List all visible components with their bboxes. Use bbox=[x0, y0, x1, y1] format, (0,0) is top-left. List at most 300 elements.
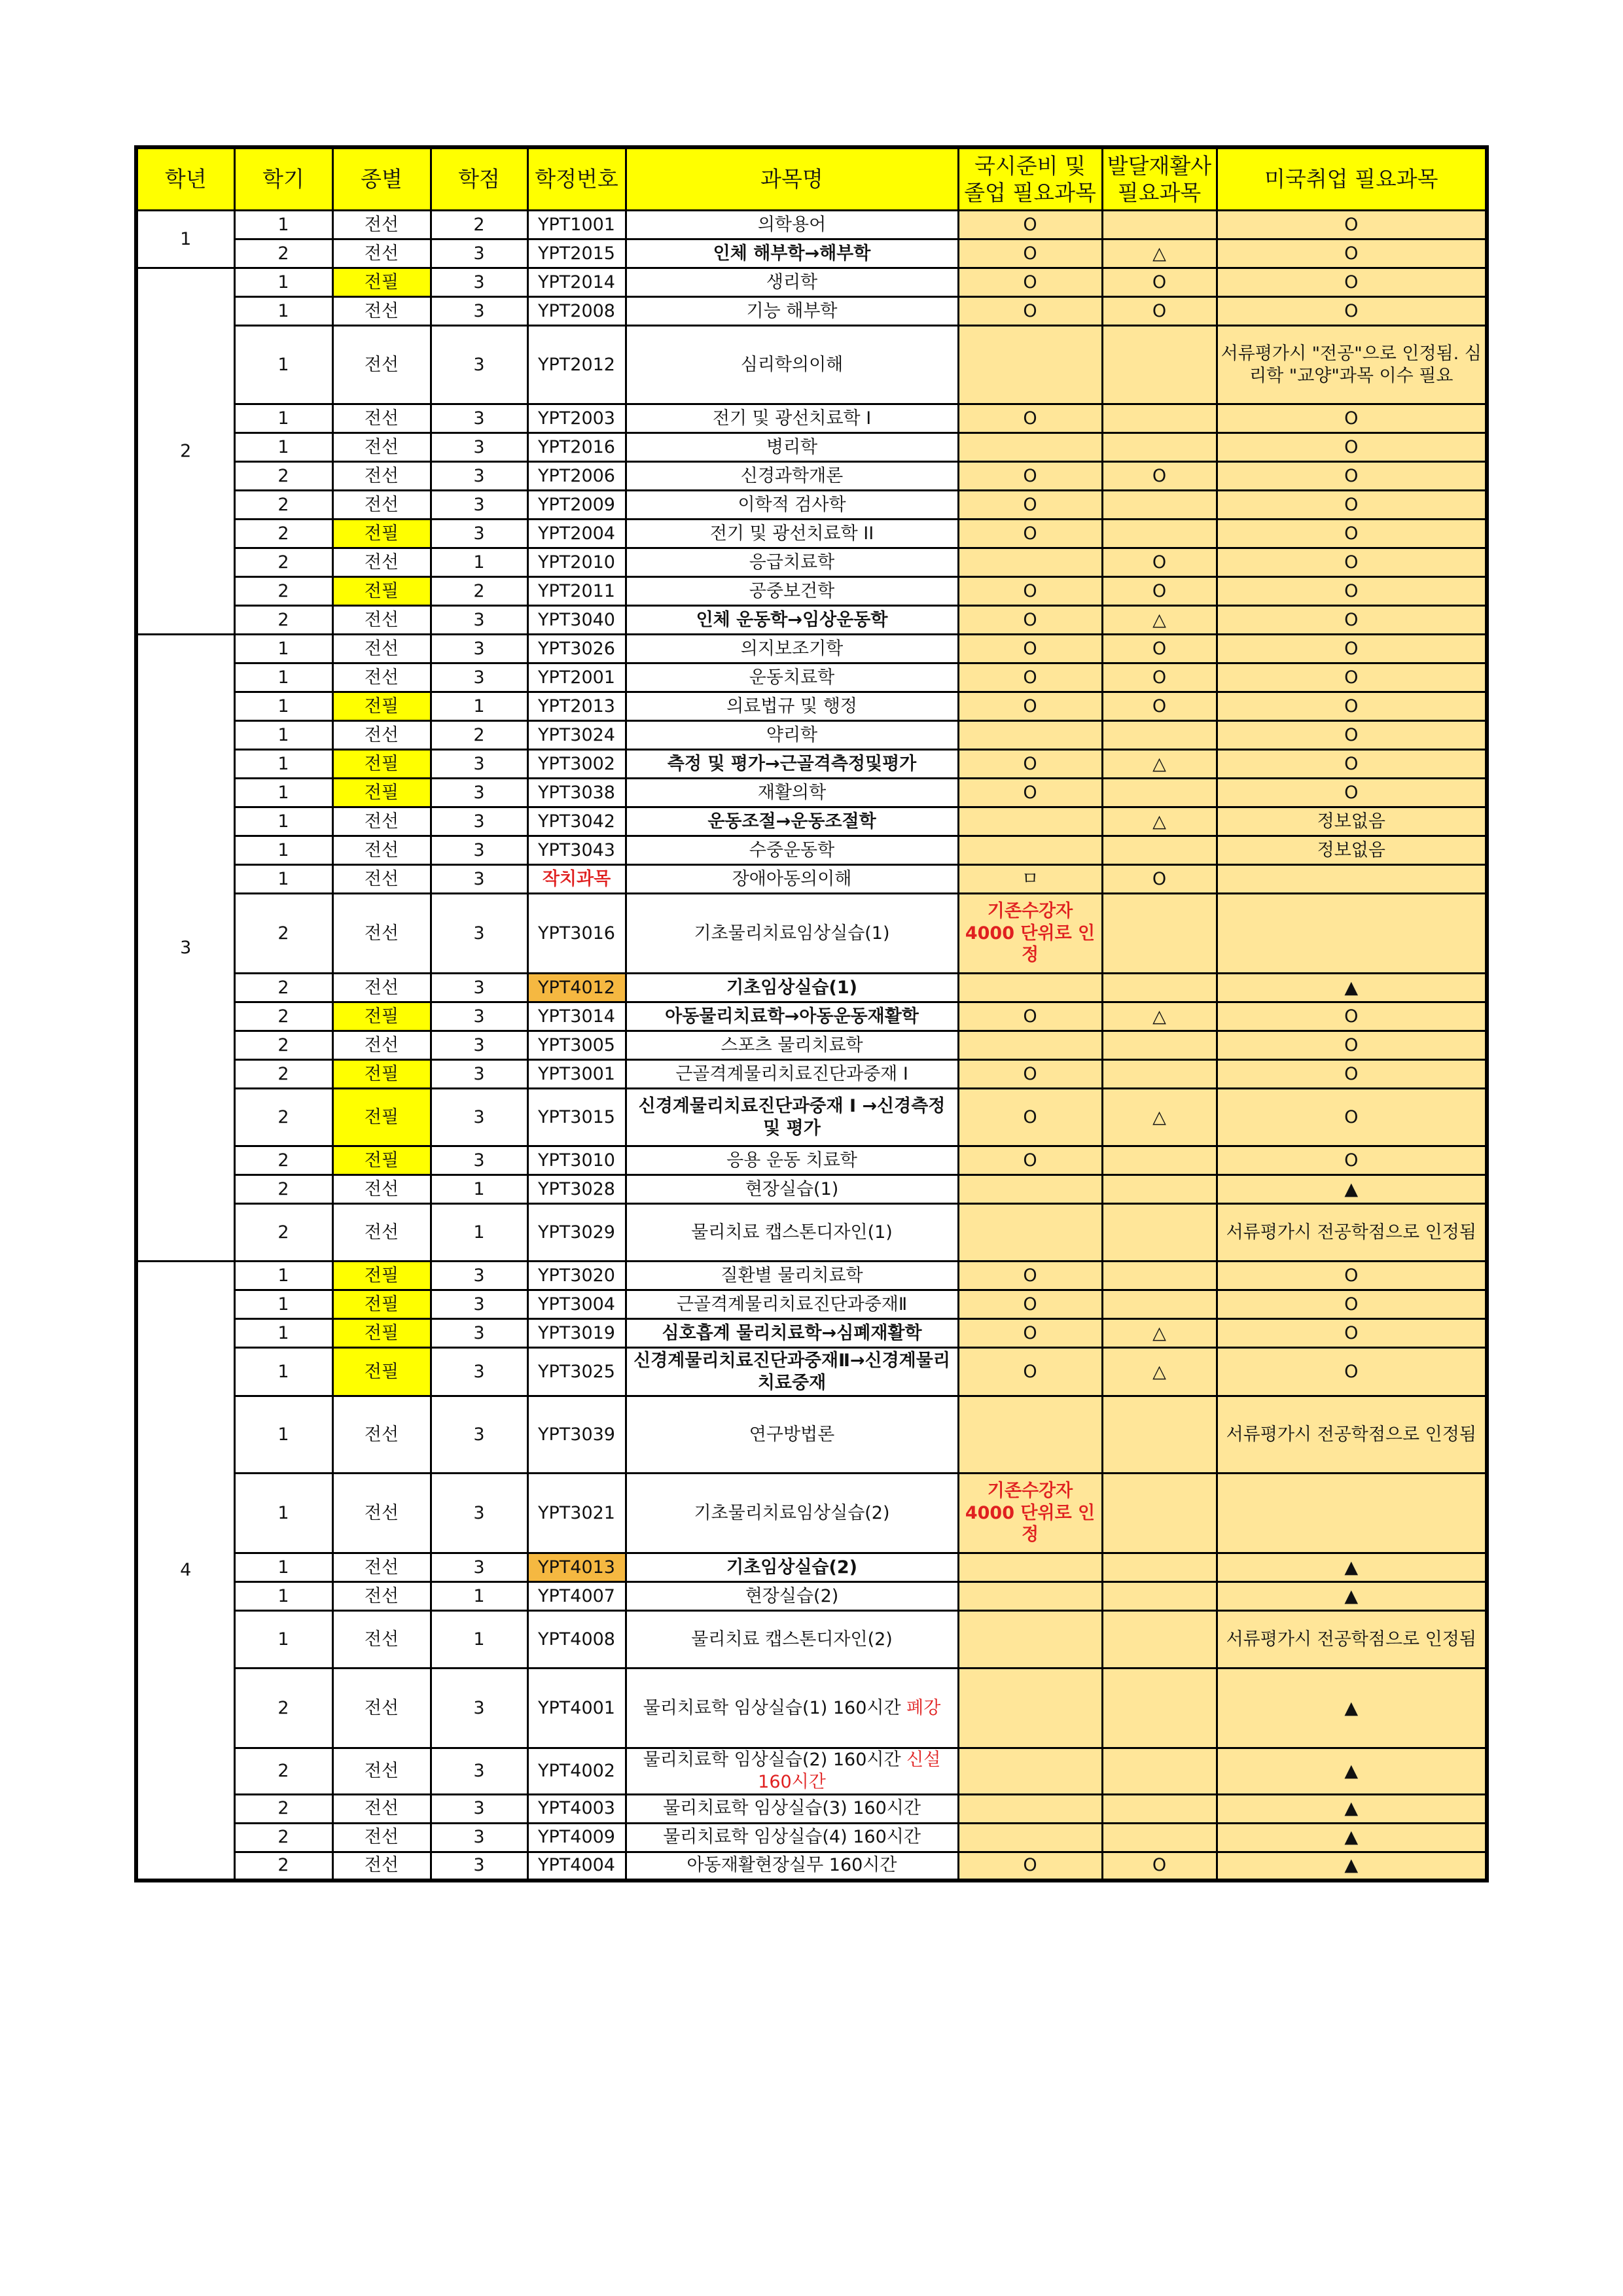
code-cell: YPT4013 bbox=[527, 1553, 626, 1582]
credits-cell: 3 bbox=[431, 491, 527, 520]
table-row bbox=[136, 1319, 1487, 1348]
development-rehab-cell: △ bbox=[1102, 1348, 1217, 1396]
code-cell: YPT3021 bbox=[527, 1474, 626, 1553]
table-row bbox=[136, 1474, 1487, 1553]
semester-cell: 2 bbox=[234, 239, 332, 268]
national-exam-cell bbox=[958, 1823, 1102, 1852]
header-semester: 학기 bbox=[234, 147, 332, 211]
header-credits: 학점 bbox=[431, 147, 527, 211]
type-cell: 전선 bbox=[332, 1175, 431, 1204]
national-exam-cell: O bbox=[958, 1146, 1102, 1175]
national-exam-cell: O bbox=[958, 606, 1102, 635]
semester-cell: 2 bbox=[234, 1852, 332, 1881]
table-row bbox=[136, 1290, 1487, 1319]
development-rehab-cell bbox=[1102, 1582, 1217, 1611]
type-cell: 전필 bbox=[332, 750, 431, 779]
credits-cell: 3 bbox=[431, 1319, 527, 1348]
name-cell: 심리학의이해 bbox=[626, 326, 958, 404]
type-cell: 전필 bbox=[332, 1060, 431, 1089]
credits-cell: 3 bbox=[431, 606, 527, 635]
national-exam-cell bbox=[958, 1396, 1102, 1474]
us-employment-cell: 서류평가시 전공학점으로 인정됨 bbox=[1217, 1396, 1487, 1474]
semester-cell: 1 bbox=[234, 404, 332, 433]
development-rehab-cell bbox=[1102, 1823, 1217, 1852]
curriculum-table bbox=[134, 145, 1489, 1882]
type-cell: 전선 bbox=[332, 606, 431, 635]
credits-cell: 3 bbox=[431, 1474, 527, 1553]
credits-cell: 3 bbox=[431, 974, 527, 1002]
type-cell: 전필 bbox=[332, 1348, 431, 1396]
national-exam-cell bbox=[958, 807, 1102, 836]
table-row bbox=[136, 268, 1487, 297]
semester-cell: 2 bbox=[234, 1669, 332, 1748]
development-rehab-cell bbox=[1102, 1396, 1217, 1474]
us-employment-cell: O bbox=[1217, 404, 1487, 433]
table-row bbox=[136, 836, 1487, 865]
national-exam-cell: ㅁ bbox=[958, 865, 1102, 894]
credits-cell: 3 bbox=[431, 1002, 527, 1031]
credits-cell: 3 bbox=[431, 1553, 527, 1582]
code-cell: YPT3029 bbox=[527, 1204, 626, 1262]
name-cell: 물리치료학 임상실습(3) 160시간 bbox=[626, 1794, 958, 1823]
national-exam-cell: O bbox=[958, 404, 1102, 433]
code-cell: YPT3025 bbox=[527, 1348, 626, 1396]
us-employment-cell: O bbox=[1217, 1262, 1487, 1290]
semester-cell: 1 bbox=[234, 1396, 332, 1474]
table-row bbox=[136, 1794, 1487, 1823]
table-row bbox=[136, 1031, 1487, 1060]
type-cell: 전선 bbox=[332, 1669, 431, 1748]
name-cell: 기초임상실습(2) bbox=[626, 1553, 958, 1582]
type-cell: 전필 bbox=[332, 1146, 431, 1175]
type-cell: 전선 bbox=[332, 1031, 431, 1060]
table-row bbox=[136, 1146, 1487, 1175]
name-cell: 약리학 bbox=[626, 721, 958, 750]
credits-cell: 3 bbox=[431, 1823, 527, 1852]
code-cell: YPT2006 bbox=[527, 462, 626, 491]
table-row bbox=[136, 211, 1487, 239]
development-rehab-cell bbox=[1102, 1748, 1217, 1795]
national-exam-cell bbox=[958, 1748, 1102, 1795]
credits-cell: 3 bbox=[431, 1060, 527, 1089]
name-cell: 병리학 bbox=[626, 433, 958, 462]
development-rehab-cell bbox=[1102, 836, 1217, 865]
table-row bbox=[136, 1060, 1487, 1089]
credits-cell: 3 bbox=[431, 1146, 527, 1175]
us-employment-cell: O bbox=[1217, 520, 1487, 548]
us-employment-cell: O bbox=[1217, 1348, 1487, 1396]
name-cell: 의료법규 및 행정 bbox=[626, 692, 958, 721]
credits-cell: 3 bbox=[431, 1348, 527, 1396]
semester-cell: 1 bbox=[234, 1553, 332, 1582]
table-row bbox=[136, 1204, 1487, 1262]
credits-cell: 3 bbox=[431, 1031, 527, 1060]
semester-cell: 1 bbox=[234, 211, 332, 239]
name-cell: 연구방법론 bbox=[626, 1396, 958, 1474]
type-cell: 전선 bbox=[332, 836, 431, 865]
semester-cell: 1 bbox=[234, 663, 332, 692]
development-rehab-cell bbox=[1102, 211, 1217, 239]
national-exam-cell: O bbox=[958, 1290, 1102, 1319]
table-row bbox=[136, 721, 1487, 750]
type-cell: 전선 bbox=[332, 807, 431, 836]
code-cell: YPT3028 bbox=[527, 1175, 626, 1204]
code-cell: YPT3016 bbox=[527, 894, 626, 974]
type-cell: 전필 bbox=[332, 1290, 431, 1319]
code-cell: YPT3004 bbox=[527, 1290, 626, 1319]
code-cell: YPT3005 bbox=[527, 1031, 626, 1060]
credits-cell: 3 bbox=[431, 635, 527, 663]
course-name-text: 물리치료학 임상실습(2) 160시간 bbox=[643, 1750, 901, 1770]
table-row bbox=[136, 491, 1487, 520]
table-row bbox=[136, 1823, 1487, 1852]
development-rehab-cell bbox=[1102, 1262, 1217, 1290]
national-exam-cell bbox=[958, 721, 1102, 750]
semester-cell: 2 bbox=[234, 548, 332, 577]
semester-cell: 2 bbox=[234, 1823, 332, 1852]
us-employment-cell: ▲ bbox=[1217, 1794, 1487, 1823]
semester-cell: 2 bbox=[234, 894, 332, 974]
credits-cell: 3 bbox=[431, 1089, 527, 1146]
header-row bbox=[136, 147, 1487, 211]
type-cell: 전필 bbox=[332, 1089, 431, 1146]
name-cell: 수중운동학 bbox=[626, 836, 958, 865]
us-employment-cell: O bbox=[1217, 1319, 1487, 1348]
name-cell: 전기 및 광선치료학 I bbox=[626, 404, 958, 433]
name-cell: 아동물리치료학→아동운동재활학 bbox=[626, 1002, 958, 1031]
credits-cell: 1 bbox=[431, 548, 527, 577]
code-cell: YPT3020 bbox=[527, 1262, 626, 1290]
table-row bbox=[136, 462, 1487, 491]
development-rehab-cell bbox=[1102, 520, 1217, 548]
code-cell: YPT3014 bbox=[527, 1002, 626, 1031]
table-row bbox=[136, 692, 1487, 721]
semester-cell: 1 bbox=[234, 1474, 332, 1553]
name-cell: 운동치료학 bbox=[626, 663, 958, 692]
development-rehab-cell bbox=[1102, 433, 1217, 462]
us-employment-cell: O bbox=[1217, 1060, 1487, 1089]
us-employment-cell: O bbox=[1217, 1146, 1487, 1175]
table-row bbox=[136, 1852, 1487, 1881]
us-employment-cell: O bbox=[1217, 1031, 1487, 1060]
us-employment-cell: O bbox=[1217, 663, 1487, 692]
name-cell: 응급치료학 bbox=[626, 548, 958, 577]
type-cell: 전선 bbox=[332, 491, 431, 520]
development-rehab-cell: O bbox=[1102, 297, 1217, 326]
semester-cell: 1 bbox=[234, 1582, 332, 1611]
name-cell: 물리치료학 임상실습(4) 160시간 bbox=[626, 1823, 958, 1852]
development-rehab-cell bbox=[1102, 1611, 1217, 1669]
code-cell: YPT3001 bbox=[527, 1060, 626, 1089]
semester-cell: 1 bbox=[234, 807, 332, 836]
national-exam-cell: O bbox=[958, 663, 1102, 692]
us-employment-cell: O bbox=[1217, 779, 1487, 807]
semester-cell: 1 bbox=[234, 721, 332, 750]
type-cell: 전선 bbox=[332, 865, 431, 894]
development-rehab-cell: O bbox=[1102, 663, 1217, 692]
credits-cell: 3 bbox=[431, 326, 527, 404]
development-rehab-cell bbox=[1102, 894, 1217, 974]
code-cell: YPT2012 bbox=[527, 326, 626, 404]
name-cell: 재활의학 bbox=[626, 779, 958, 807]
us-employment-cell bbox=[1217, 865, 1487, 894]
code-cell: YPT4001 bbox=[527, 1669, 626, 1748]
name-cell: 스포츠 물리치료학 bbox=[626, 1031, 958, 1060]
us-employment-cell: O bbox=[1217, 548, 1487, 577]
code-cell: YPT3042 bbox=[527, 807, 626, 836]
year-cell: 1 bbox=[136, 211, 234, 268]
table-row bbox=[136, 606, 1487, 635]
development-rehab-cell bbox=[1102, 1175, 1217, 1204]
credits-cell: 1 bbox=[431, 1175, 527, 1204]
header-course-code: 학정번호 bbox=[527, 147, 626, 211]
development-rehab-cell: △ bbox=[1102, 1002, 1217, 1031]
semester-cell: 1 bbox=[234, 865, 332, 894]
type-cell: 전필 bbox=[332, 1262, 431, 1290]
table-row bbox=[136, 1611, 1487, 1669]
code-cell: YPT2013 bbox=[527, 692, 626, 721]
code-cell: YPT2001 bbox=[527, 663, 626, 692]
table-row bbox=[136, 1582, 1487, 1611]
name-cell: 기초임상실습(1) bbox=[626, 974, 958, 1002]
us-employment-cell: ▲ bbox=[1217, 1823, 1487, 1852]
credits-cell: 3 bbox=[431, 865, 527, 894]
course-status-note: 신설160시간 bbox=[758, 1750, 941, 1792]
national-exam-cell bbox=[958, 548, 1102, 577]
us-employment-cell: 정보없음 bbox=[1217, 807, 1487, 836]
development-rehab-cell bbox=[1102, 1474, 1217, 1553]
type-cell: 전선 bbox=[332, 239, 431, 268]
credits-cell: 3 bbox=[431, 462, 527, 491]
code-cell: 작치과목 bbox=[527, 865, 626, 894]
name-cell: 응용 운동 치료학 bbox=[626, 1146, 958, 1175]
semester-cell: 2 bbox=[234, 1002, 332, 1031]
semester-cell: 2 bbox=[234, 1146, 332, 1175]
development-rehab-cell: O bbox=[1102, 462, 1217, 491]
code-cell: YPT4007 bbox=[527, 1582, 626, 1611]
table-row bbox=[136, 865, 1487, 894]
credits-cell: 2 bbox=[431, 721, 527, 750]
name-cell bbox=[626, 1669, 958, 1748]
header-type: 종별 bbox=[332, 147, 431, 211]
national-exam-cell: O bbox=[958, 211, 1102, 239]
type-cell: 전선 bbox=[332, 1794, 431, 1823]
national-exam-cell bbox=[958, 1611, 1102, 1669]
name-cell: 의학용어 bbox=[626, 211, 958, 239]
type-cell: 전선 bbox=[332, 894, 431, 974]
name-cell: 기초물리치료임상실습(1) bbox=[626, 894, 958, 974]
name-cell: 현장실습(2) bbox=[626, 1582, 958, 1611]
table-row bbox=[136, 520, 1487, 548]
name-cell: 장애아동의이해 bbox=[626, 865, 958, 894]
national-exam-cell: O bbox=[958, 491, 1102, 520]
code-cell: YPT3002 bbox=[527, 750, 626, 779]
header-year: 학년 bbox=[136, 147, 234, 211]
semester-cell: 1 bbox=[234, 433, 332, 462]
credits-cell: 3 bbox=[431, 1396, 527, 1474]
national-exam-cell bbox=[958, 1582, 1102, 1611]
us-employment-cell bbox=[1217, 1474, 1487, 1553]
development-rehab-cell: O bbox=[1102, 635, 1217, 663]
code-cell: YPT2004 bbox=[527, 520, 626, 548]
credits-cell: 3 bbox=[431, 404, 527, 433]
us-employment-cell: O bbox=[1217, 577, 1487, 606]
development-rehab-cell bbox=[1102, 1669, 1217, 1748]
national-exam-cell: O bbox=[958, 462, 1102, 491]
name-cell: 생리학 bbox=[626, 268, 958, 297]
credits-cell: 1 bbox=[431, 1611, 527, 1669]
us-employment-cell: 서류평가시 "전공"으로 인정됨. 심리학 "교양"과목 이수 필요 bbox=[1217, 326, 1487, 404]
table-row bbox=[136, 239, 1487, 268]
us-employment-cell: O bbox=[1217, 211, 1487, 239]
table-row bbox=[136, 663, 1487, 692]
semester-cell: 2 bbox=[234, 491, 332, 520]
code-cell: YPT3039 bbox=[527, 1396, 626, 1474]
type-cell: 전필 bbox=[332, 692, 431, 721]
code-cell: YPT4009 bbox=[527, 1823, 626, 1852]
semester-cell: 1 bbox=[234, 1262, 332, 1290]
us-employment-cell: O bbox=[1217, 606, 1487, 635]
type-cell: 전필 bbox=[332, 779, 431, 807]
code-cell: YPT4003 bbox=[527, 1794, 626, 1823]
type-cell: 전선 bbox=[332, 1396, 431, 1474]
code-cell: YPT2008 bbox=[527, 297, 626, 326]
national-exam-cell: O bbox=[958, 1262, 1102, 1290]
table-row bbox=[136, 1748, 1487, 1795]
us-employment-cell: ▲ bbox=[1217, 1582, 1487, 1611]
development-rehab-cell: O bbox=[1102, 268, 1217, 297]
semester-cell: 1 bbox=[234, 326, 332, 404]
credits-cell: 3 bbox=[431, 1290, 527, 1319]
national-exam-cell: O bbox=[958, 268, 1102, 297]
credits-cell: 3 bbox=[431, 520, 527, 548]
table-row bbox=[136, 326, 1487, 404]
name-cell: 근골격계물리치료진단과중재Ⅱ bbox=[626, 1290, 958, 1319]
semester-cell: 1 bbox=[234, 268, 332, 297]
type-cell: 전선 bbox=[332, 548, 431, 577]
name-cell: 전기 및 광선치료학 II bbox=[626, 520, 958, 548]
table-row bbox=[136, 779, 1487, 807]
national-exam-cell: O bbox=[958, 239, 1102, 268]
development-rehab-cell bbox=[1102, 1794, 1217, 1823]
national-exam-cell: 기존수강자 4000 단위로 인정 bbox=[958, 894, 1102, 974]
semester-cell: 1 bbox=[234, 1290, 332, 1319]
semester-cell: 1 bbox=[234, 635, 332, 663]
development-rehab-cell: △ bbox=[1102, 1089, 1217, 1146]
national-exam-cell: O bbox=[958, 1002, 1102, 1031]
national-exam-cell: 기존수강자 4000 단위로 인정 bbox=[958, 1474, 1102, 1553]
development-rehab-cell: △ bbox=[1102, 239, 1217, 268]
national-exam-cell bbox=[958, 1175, 1102, 1204]
credits-cell: 3 bbox=[431, 1748, 527, 1795]
semester-cell: 2 bbox=[234, 520, 332, 548]
table-row bbox=[136, 1553, 1487, 1582]
development-rehab-cell: △ bbox=[1102, 606, 1217, 635]
semester-cell: 2 bbox=[234, 1031, 332, 1060]
name-cell: 아동재활현장실무 160시간 bbox=[626, 1852, 958, 1881]
name-cell: 현장실습(1) bbox=[626, 1175, 958, 1204]
development-rehab-cell bbox=[1102, 491, 1217, 520]
name-cell: 질환별 물리치료학 bbox=[626, 1262, 958, 1290]
national-exam-cell bbox=[958, 1794, 1102, 1823]
code-cell: YPT2016 bbox=[527, 433, 626, 462]
national-exam-cell bbox=[958, 1204, 1102, 1262]
course-status-note: 폐강 bbox=[906, 1697, 941, 1718]
name-cell: 인체 해부학→해부학 bbox=[626, 239, 958, 268]
credits-cell: 1 bbox=[431, 1204, 527, 1262]
development-rehab-cell bbox=[1102, 1553, 1217, 1582]
semester-cell: 1 bbox=[234, 779, 332, 807]
national-exam-cell: O bbox=[958, 635, 1102, 663]
us-employment-cell: ▲ bbox=[1217, 974, 1487, 1002]
table-row bbox=[136, 1002, 1487, 1031]
us-employment-cell: O bbox=[1217, 491, 1487, 520]
development-rehab-cell bbox=[1102, 1204, 1217, 1262]
type-cell: 전선 bbox=[332, 326, 431, 404]
name-cell: 의지보조기학 bbox=[626, 635, 958, 663]
semester-cell: 1 bbox=[234, 1348, 332, 1396]
semester-cell: 2 bbox=[234, 1794, 332, 1823]
us-employment-cell: O bbox=[1217, 750, 1487, 779]
table-row bbox=[136, 1175, 1487, 1204]
type-cell: 전선 bbox=[332, 1823, 431, 1852]
national-exam-cell: O bbox=[958, 1852, 1102, 1881]
table-row bbox=[136, 1262, 1487, 1290]
code-cell: YPT2003 bbox=[527, 404, 626, 433]
type-cell: 전필 bbox=[332, 268, 431, 297]
national-exam-cell bbox=[958, 836, 1102, 865]
name-cell: 심호흡계 물리치료학→심폐재활학 bbox=[626, 1319, 958, 1348]
table-row bbox=[136, 577, 1487, 606]
code-cell: YPT4008 bbox=[527, 1611, 626, 1669]
credits-cell: 1 bbox=[431, 1582, 527, 1611]
credits-cell: 3 bbox=[431, 807, 527, 836]
year-cell: 3 bbox=[136, 635, 234, 1262]
table-row bbox=[136, 1348, 1487, 1396]
type-cell: 전필 bbox=[332, 577, 431, 606]
name-cell bbox=[626, 1748, 958, 1795]
credits-cell: 3 bbox=[431, 297, 527, 326]
year-cell: 4 bbox=[136, 1262, 234, 1881]
semester-cell: 1 bbox=[234, 1319, 332, 1348]
type-cell: 전선 bbox=[332, 974, 431, 1002]
semester-cell: 2 bbox=[234, 974, 332, 1002]
type-cell: 전선 bbox=[332, 1553, 431, 1582]
credits-cell: 1 bbox=[431, 692, 527, 721]
code-cell: YPT1001 bbox=[527, 211, 626, 239]
credits-cell: 3 bbox=[431, 750, 527, 779]
type-cell: 전선 bbox=[332, 663, 431, 692]
table-row bbox=[136, 548, 1487, 577]
type-cell: 전필 bbox=[332, 1002, 431, 1031]
credits-cell: 3 bbox=[431, 894, 527, 974]
semester-cell: 1 bbox=[234, 1611, 332, 1669]
us-employment-cell: O bbox=[1217, 297, 1487, 326]
us-employment-cell: 서류평가시 전공학점으로 인정됨 bbox=[1217, 1611, 1487, 1669]
name-cell: 기능 해부학 bbox=[626, 297, 958, 326]
semester-cell: 2 bbox=[234, 1748, 332, 1795]
semester-cell: 2 bbox=[234, 462, 332, 491]
table-row bbox=[136, 297, 1487, 326]
credits-cell: 2 bbox=[431, 211, 527, 239]
code-cell: YPT3040 bbox=[527, 606, 626, 635]
national-exam-cell: O bbox=[958, 750, 1102, 779]
table-body bbox=[136, 211, 1487, 1881]
name-cell: 공중보건학 bbox=[626, 577, 958, 606]
credits-cell: 3 bbox=[431, 268, 527, 297]
credits-cell: 3 bbox=[431, 1669, 527, 1748]
code-cell: YPT3015 bbox=[527, 1089, 626, 1146]
